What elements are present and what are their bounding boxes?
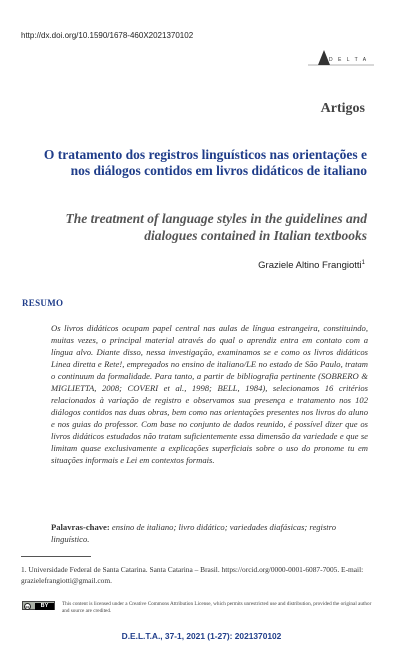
author-footnote-mark: 1 xyxy=(361,260,365,266)
abstract-heading: RESUMO xyxy=(22,298,64,308)
footnote: 1. Universidade Federal de Santa Catarina. Santa Catarina – Brasil. https://orcid.org/0000-0001-6087-7005. E-mail: grazielefrangiotti@gmail.com. xyxy=(21,565,364,585)
cc-icon: cc xyxy=(25,604,30,609)
author-line xyxy=(258,260,365,271)
journal-footer: D.E.L.T.A., 37-1, 2021 (1-27): 2021370102 xyxy=(121,631,282,641)
keywords xyxy=(51,521,368,545)
article-title-english: The treatment of language styles in the guidelines and dialogues contained in Italian textbooks xyxy=(65,211,367,243)
article-title-portuguese: O tratamento dos registros linguísticos nas orientações e nos diálogos contidos em livros didáticos de italiano xyxy=(43,147,367,178)
license-text: This content is licensed under a Creative Commons Attribution License, which permits unrestricted use and distribution, provided the original author and source are credited. xyxy=(62,601,372,614)
delta-logo-text: D E L T A xyxy=(329,57,369,63)
abstract-text: Os livros didáticos ocupam papel central nas aulas de língua estrangeira, constituindo, muitas vezes, o principal material através do qual o aprendiz entra em contato com a língua alvo. Diante disso, nessa investigação, examinamos se e como os livros didáticos Linea diretta e Rete!, empregados no ensino de italiano/LE no estado de São Paulo, tratam o continuum da formalidade. Para tanto, a partir de bibliografia pertinente (SOBRERO & MIGLIETTA, 2008; COVERI et al., 1998; BELL, 1984), selecionamos 16 critérios relacionados à variação de registro e observamos sua presença e tratamento nos 102 diálogos contidos nas duas obras, bem como nas orientações presentes nos livros do aluno e nos guias do professor. Com base no conjunto de dados reunido, é possível dizer que os livros didáticos estudados não tratam suficientemente essa dimensão da variedade e que se limitam quase exclusivamente a explicações superficiais sobre o uso do pronome tu em situações informais e Lei em contextos formais. xyxy=(51,323,368,465)
author-name: Graziele Altino Frangiotti xyxy=(258,260,362,272)
footnote-divider xyxy=(21,556,91,557)
section-label: Artigos xyxy=(320,101,365,116)
cc-by-badge[interactable] xyxy=(22,601,55,610)
keywords-list: ensino de italiano; livro didático; variedades diafásicas; registro linguístico. xyxy=(51,522,336,544)
keywords-label: Palavras-chave: xyxy=(51,522,110,532)
doi-link[interactable]: http://dx.doi.org/10.1590/1678-460X2021370102 xyxy=(21,31,194,40)
by-label: BY xyxy=(35,603,54,610)
